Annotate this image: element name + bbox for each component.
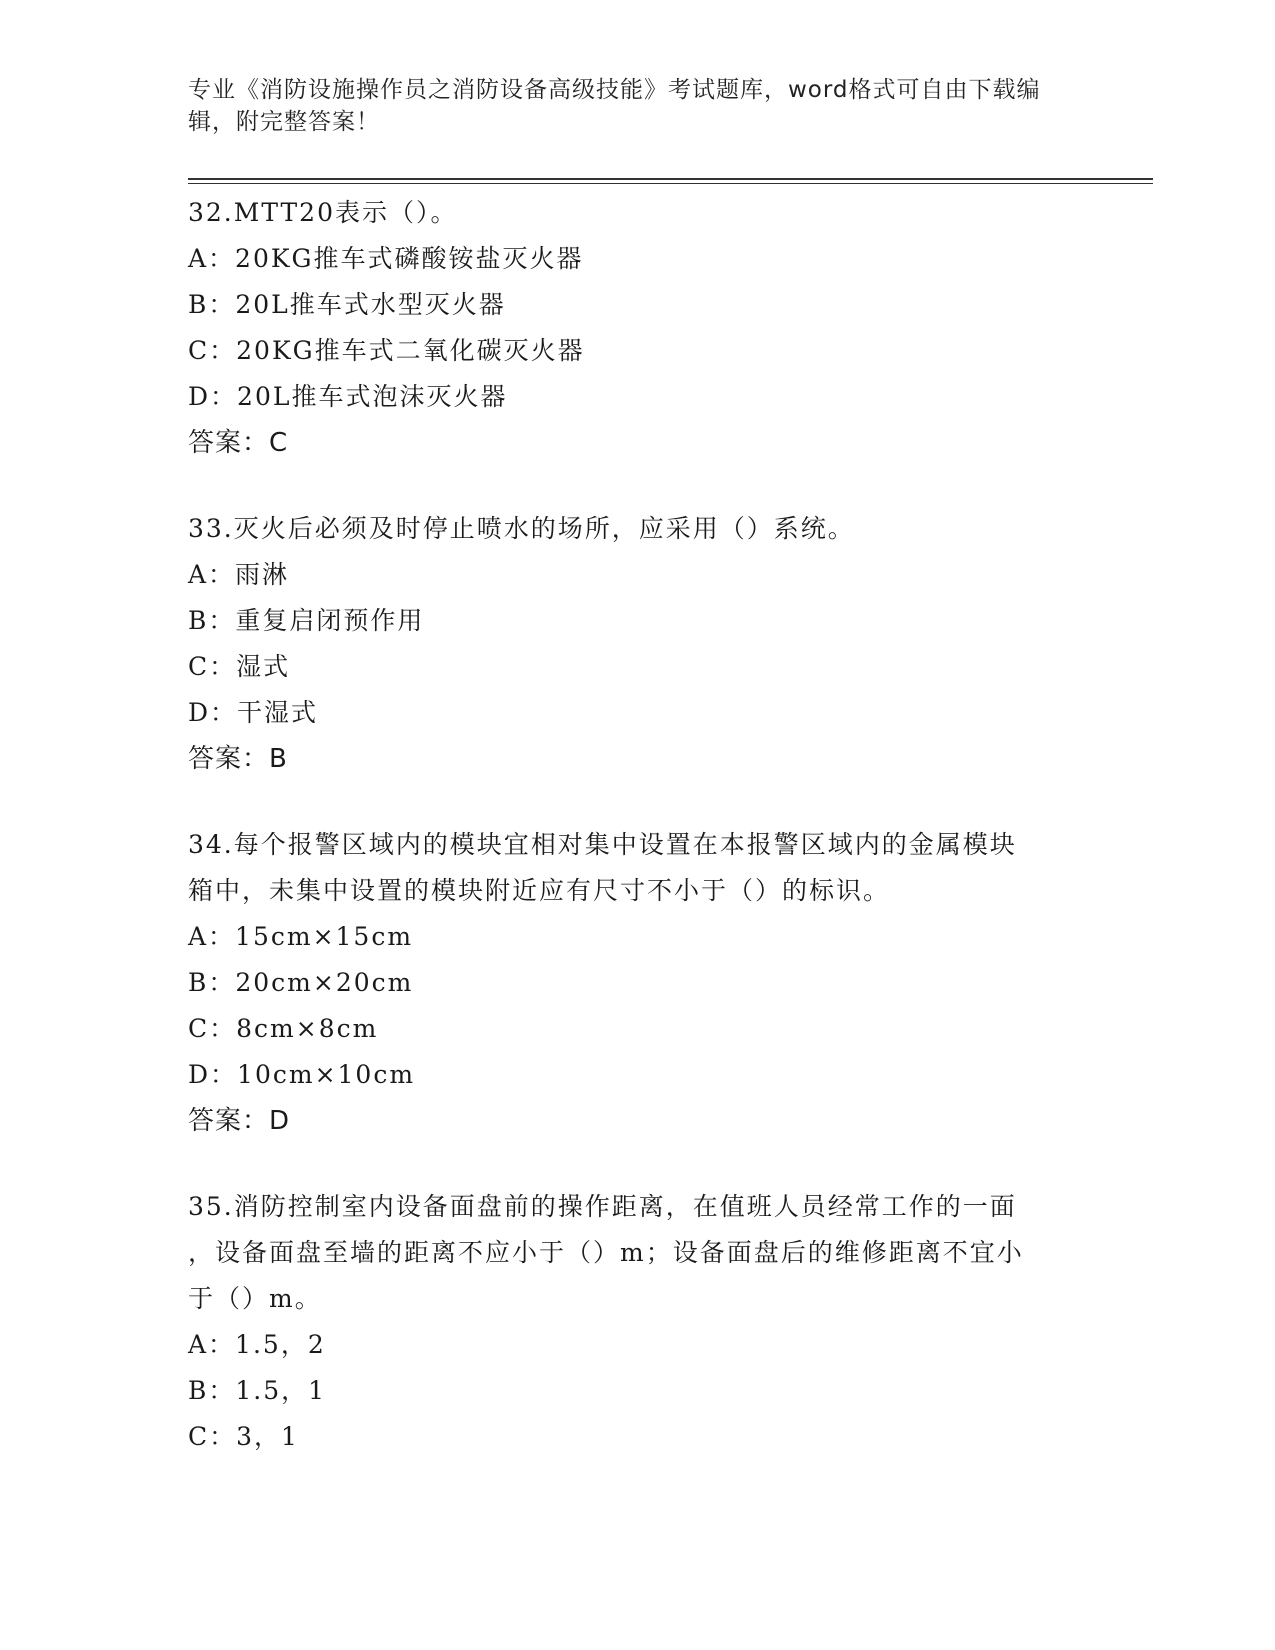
- option-b: B：20L推车式水型灭火器: [188, 290, 506, 319]
- option-a: A：15cm×15cm: [188, 922, 414, 951]
- question-stem-line-3: 于（）m。: [188, 1284, 322, 1313]
- answer: 答案：D: [188, 1106, 291, 1136]
- header-line-2: 辑，附完整答案！: [188, 109, 380, 135]
- question-stem: 32.MTT20表示（）。: [188, 198, 458, 227]
- option-d: D：干湿式: [188, 698, 319, 727]
- question-34: [188, 822, 1088, 1144]
- question-stem: 33.灭火后必须及时停止喷水的场所，应采用（）系统。: [188, 514, 855, 543]
- document-header: [188, 74, 1088, 138]
- option-a: A：1.5，2: [188, 1330, 326, 1359]
- header-rule-thin: [188, 183, 1153, 184]
- answer: 答案：B: [188, 744, 288, 774]
- option-a: A：雨淋: [188, 560, 290, 589]
- question-stem-line-2: ，设备面盘至墙的距离不应小于（）m；设备面盘后的维修距离不宜小: [188, 1238, 1024, 1267]
- question-stem-line-1: 34.每个报警区域内的模块宜相对集中设置在本报警区域内的金属模块: [188, 830, 1017, 859]
- question-stem-line-2: 箱中，未集中设置的模块附近应有尺寸不小于（）的标识。: [188, 876, 891, 905]
- option-b: B：20cm×20cm: [188, 968, 414, 997]
- option-c: C：3，1: [188, 1422, 299, 1451]
- option-d: D：20L推车式泡沫灭火器: [188, 382, 508, 411]
- option-b: B：重复启闭预作用: [188, 606, 425, 635]
- option-c: C：8cm×8cm: [188, 1014, 379, 1043]
- option-c: C：湿式: [188, 652, 291, 681]
- question-32: [188, 190, 1088, 466]
- option-a: A：20KG推车式磷酸铵盐灭火器: [188, 244, 584, 273]
- question-stem-line-1: 35.消防控制室内设备面盘前的操作距离，在值班人员经常工作的一面: [188, 1192, 1017, 1221]
- header-rule-thick: [188, 178, 1153, 180]
- answer: 答案：C: [188, 428, 289, 458]
- option-b: B：1.5，1: [188, 1376, 327, 1405]
- option-d: D：10cm×10cm: [188, 1060, 416, 1089]
- question-35: [188, 1184, 1088, 1460]
- option-c: C：20KG推车式二氧化碳灭火器: [188, 336, 585, 365]
- question-33: [188, 506, 1088, 782]
- header-line-1: 专业《消防设施操作员之消防设备高级技能》考试题库，word格式可自由下载编: [188, 77, 1041, 103]
- question-list: [188, 190, 1088, 1500]
